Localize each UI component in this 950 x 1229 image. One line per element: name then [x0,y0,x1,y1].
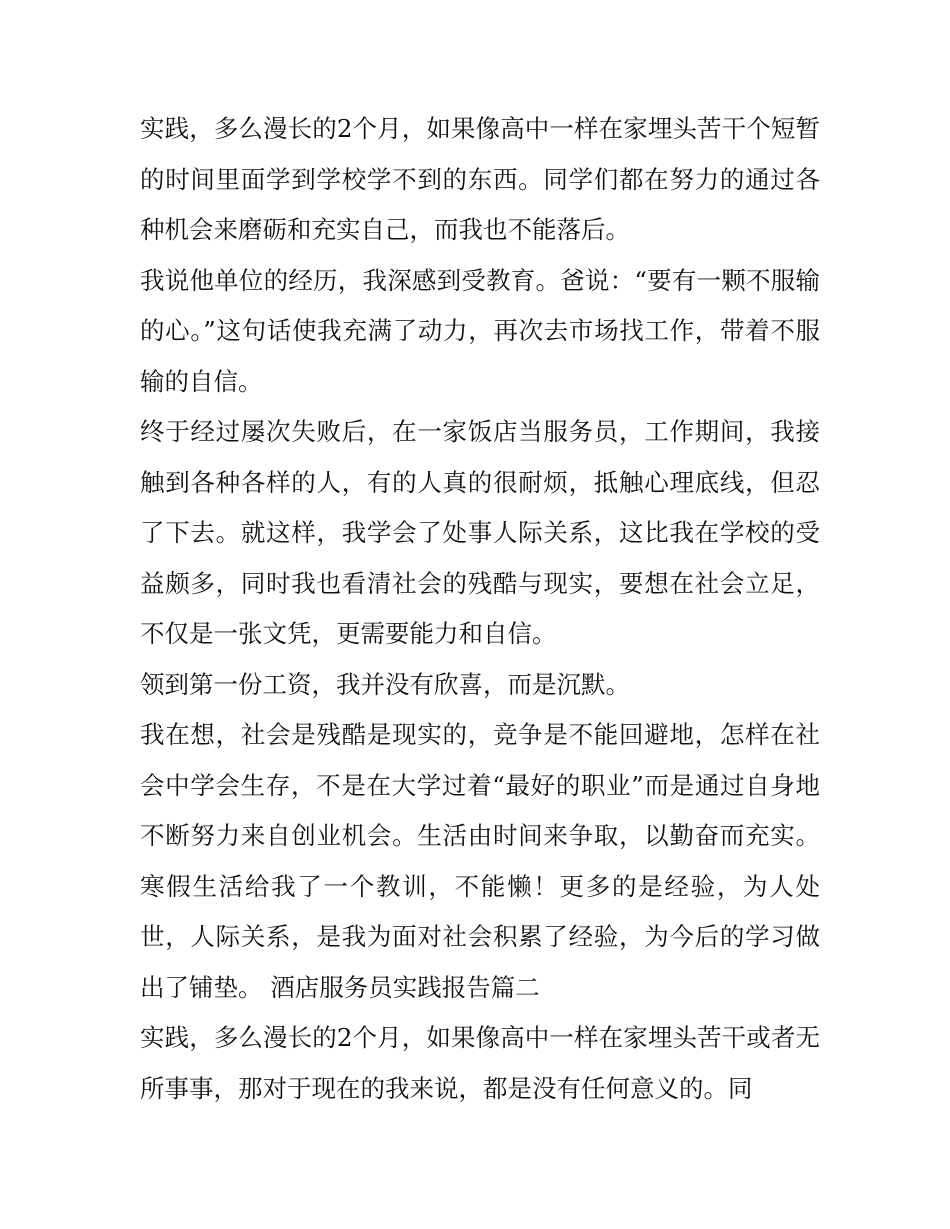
paragraph-4: 领到第一份工资，我并没有欣喜，而是沉默。 [140,669,630,699]
paragraph-1: 实践，多么漫长的2个月，如果像高中一样在家埋头苦干个短暂的时间里面学到学校学不到的东西。同学们都在努力的通过各种机会来磨砺和充实自己，而我也不能落后。 [140,114,820,244]
paragraph-6: 实践，多么漫长的2个月，如果像高中一样在家埋头苦干或者无所事事，那对于现在的我来说，都是没有任何意义的。同 [140,1023,820,1103]
document-body [140,104,820,1114]
paragraph-5: 我在想，社会是残酷是现实的，竞争是不能回避地，怎样在社会中学会生存，不是在大学过着“最好的职业”而是通过自身地不断努力来自创业机会。生活由时间来争取，以勤奋而充实。寒假生活给我了一个教训，不能懒！更多的是经验，为人处世，人际关系，是我为面对社会积累了经验，为今后的学习做出了铺垫。 酒店服务员实践报告篇二 [140,720,820,1002]
paragraph-3: 终于经过屡次失败后，在一家饭店当服务员，工作期间，我接触到各种各样的人，有的人真的很耐烦，抵触心理底线，但忍了下去。就这样，我学会了处事人际关系，这比我在学校的受益颇多，同时我也看清社会的残酷与现实，要想在社会立足，不仅是一张文凭，更需要能力和自信。 [140,417,820,648]
paragraph-2: 我说他单位的经历，我深感到受教育。爸说：“要有一颗不服输的心。”这句话使我充满了动力，再次去市场找工作，带着不服输的自信。 [140,265,820,396]
